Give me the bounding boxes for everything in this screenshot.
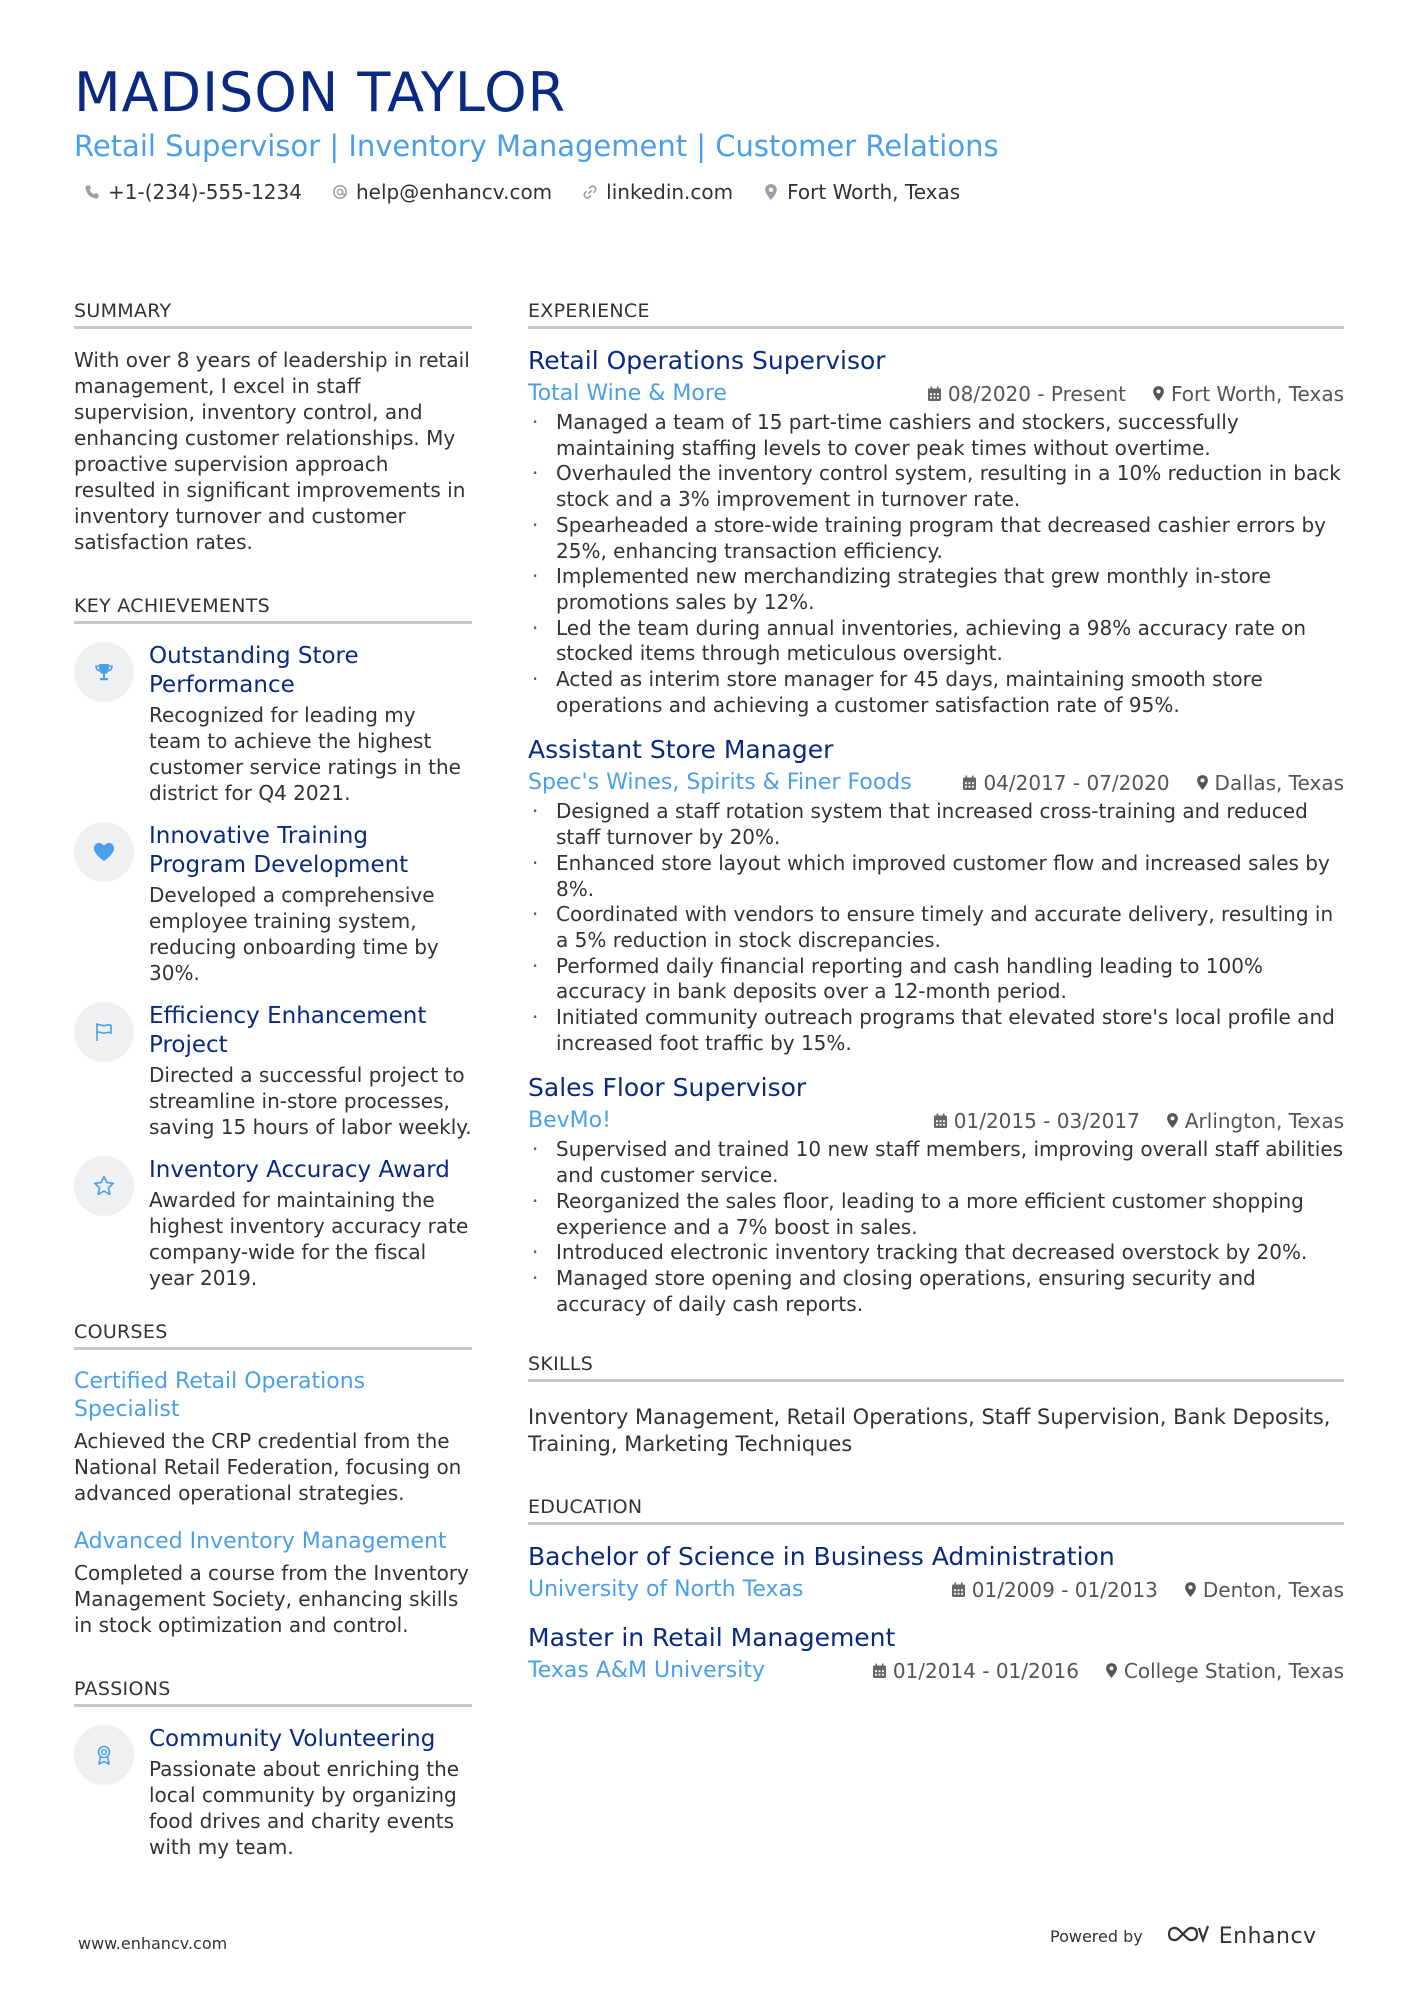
course-description: Achieved the CRP credential from the National Retail Federation, focusing on advanced operational strategies.: [74, 1429, 462, 1505]
job-bullets: [528, 1137, 1344, 1317]
job-title: Assistant Store Manager: [528, 735, 834, 765]
candidate-tagline: Retail Supervisor | Inventory Management | Customer Relations: [74, 129, 999, 164]
school-name: University of North Texas: [528, 1577, 804, 1603]
brand-name: Enhancv: [1218, 1923, 1317, 1949]
location-pin-icon: [1152, 385, 1165, 402]
passions-section: [74, 1678, 472, 1860]
course-description: Completed a course from the Inventory Management Society, enhancing skills in stock optimization and control.: [74, 1561, 469, 1637]
contact-location: [761, 180, 960, 204]
candidate-name: MADISON TAYLOR: [74, 61, 567, 124]
education-entry: [528, 1541, 1344, 1602]
location-pin-icon: [1166, 1112, 1179, 1129]
star-icon: [74, 1156, 134, 1216]
skills-section: [528, 1353, 1344, 1458]
job-location: Dallas, Texas: [1214, 770, 1344, 795]
at-icon: [330, 182, 350, 202]
education-dates: 01/2014 - 01/2016: [892, 1658, 1079, 1683]
location-pin-icon: [1196, 774, 1209, 791]
course-item: [74, 1528, 472, 1638]
experience-heading: EXPERIENCE: [528, 300, 1344, 329]
course-item: [74, 1368, 472, 1506]
achievement-title: Inventory Accuracy Award: [149, 1157, 450, 1183]
job-bullets: [528, 799, 1344, 1056]
phone-text[interactable]: +1-(234)-555-1234: [108, 179, 302, 204]
passion-item: [74, 1725, 472, 1860]
job-location: Fort Worth, Texas: [1170, 381, 1344, 406]
education-section: [528, 1496, 1344, 1683]
achievements-heading: KEY ACHIEVEMENTS: [74, 595, 472, 624]
achievements-section: [74, 595, 472, 1291]
job-entry: [528, 734, 1344, 1056]
heart-icon: [74, 822, 134, 882]
bullet-item: · Spearheaded a store-wide training program that decreased cashier errors by 25%, enhancing transaction efficiency.: [528, 513, 1344, 564]
bullet-item: · Initiated community outreach programs that elevated store's local profile and increased foot traffic by 15%.: [528, 1005, 1344, 1056]
degree-title: Bachelor of Science in Business Administration: [528, 1542, 1115, 1572]
bullet-item: · Led the team during annual inventories, achieving a 98% accuracy rate on stocked items through meticulous oversight.: [528, 616, 1344, 667]
bullet-item: · Performed daily financial reporting and cash handling leading to 100% accuracy in bank deposits over a 12-month period.: [528, 954, 1344, 1005]
location-text: Fort Worth, Texas: [787, 179, 961, 204]
company-name: Spec's Wines, Spirits & Finer Foods: [528, 770, 912, 796]
contact-phone: [82, 180, 302, 204]
achievement-description: Recognized for leading my team to achieve the highest customer service ratings in the district for Q4 2021.: [149, 703, 461, 805]
phone-icon: [82, 182, 102, 202]
course-title: Advanced Inventory Management: [74, 1529, 447, 1554]
bullet-item: · Introduced electronic inventory tracking that decreased overstock by 20%.: [528, 1240, 1344, 1266]
calendar-icon: [872, 1663, 887, 1679]
courses-section: [74, 1321, 472, 1638]
achievement-title: Outstanding Store Performance: [149, 643, 359, 698]
bullet-item: · Supervised and trained 10 new staff members, improving overall staff abilities and customer service.: [528, 1137, 1344, 1188]
bullet-item: · Managed store opening and closing operations, ensuring security and accuracy of daily cash reports.: [528, 1266, 1344, 1317]
bullet-item: · Acted as interim store manager for 45 days, maintaining smooth store operations and achieving a customer satisfaction rate of 95%.: [528, 667, 1344, 718]
job-entry: [528, 1072, 1344, 1317]
email-text[interactable]: help@enhancv.com: [355, 179, 553, 204]
flag-icon: [74, 1002, 134, 1062]
linkedin-text[interactable]: linkedin.com: [606, 179, 734, 204]
enhancv-logo-icon: [1165, 1922, 1211, 1950]
course-title: Certified Retail Operations Specialist: [74, 1369, 366, 1422]
summary-text: With over 8 years of leadership in retail management, I excel in staff supervision, inventory control, and enhancing customer relationships. My proactive supervision approach resulted in significant improvements in inventory turnover and customer satisfaction rates.: [74, 348, 470, 554]
experience-section: [528, 300, 1344, 1317]
job-title: Retail Operations Supervisor: [528, 346, 886, 375]
calendar-icon: [951, 1582, 966, 1598]
footer-branding: [1050, 1922, 1317, 1950]
contact-bar: [82, 180, 1344, 204]
bullet-item: · Implemented new merchandizing strategies that grew monthly in-store promotions sales by 12%.: [528, 564, 1344, 615]
skills-heading: SKILLS: [528, 1353, 1344, 1382]
achievement-description: Awarded for maintaining the highest inventory accuracy rate company-wide for the fiscal year 2019.: [149, 1188, 469, 1290]
degree-title: Master in Retail Management: [528, 1623, 896, 1653]
achievement-item: [74, 822, 472, 986]
left-column: [74, 300, 472, 1876]
education-dates: 01/2009 - 01/2013: [971, 1577, 1158, 1602]
achievement-item: [74, 1156, 472, 1291]
education-entry: [528, 1622, 1344, 1683]
job-entry: [528, 345, 1344, 718]
bullet-item: · Enhanced store layout which improved customer flow and increased sales by 8%.: [528, 851, 1344, 902]
achievement-title: Innovative Training Program Development: [149, 823, 409, 878]
achievement-description: Developed a comprehensive employee training system, reducing onboarding time by 30%.: [149, 883, 439, 985]
school-name: Texas A&M University: [528, 1658, 765, 1684]
job-dates: 08/2020 - Present: [947, 381, 1126, 406]
job-bullets: [528, 410, 1344, 718]
resume-page: [74, 61, 1344, 1859]
powered-by-label: Powered by: [1050, 1926, 1143, 1946]
location-pin-icon: [1184, 1581, 1197, 1598]
calendar-icon: [962, 775, 977, 791]
achievement-item: [74, 1002, 472, 1140]
bullet-item: · Overhauled the inventory control system, resulting in a 10% reduction in back stock and a 3% improvement in turnover rate.: [528, 461, 1344, 512]
trophy-icon: [74, 642, 134, 702]
summary-heading: SUMMARY: [74, 300, 472, 329]
achievement-item: [74, 642, 472, 806]
bullet-item: · Designed a staff rotation system that increased cross-training and reduced staff turnover by 20%.: [528, 799, 1344, 850]
bullet-item: · Reorganized the sales floor, leading to a more efficient customer shopping experience and a 7% boost in sales.: [528, 1189, 1344, 1240]
calendar-icon: [927, 386, 942, 402]
company-name: Total Wine & More: [528, 381, 727, 406]
right-column: [528, 300, 1344, 1683]
passion-description: Passionate about enriching the local community by organizing food drives and charity events with my team.: [149, 1757, 460, 1859]
passion-title: Community Volunteering: [149, 1726, 436, 1752]
location-pin-icon: [761, 182, 781, 202]
contact-linkedin: [580, 180, 733, 204]
job-title: Sales Floor Supervisor: [528, 1073, 807, 1103]
job-dates: 01/2015 - 03/2017: [953, 1108, 1140, 1133]
contact-email: [330, 180, 552, 204]
courses-heading: COURSES: [74, 1321, 472, 1350]
calendar-icon: [933, 1113, 948, 1129]
summary-section: [74, 300, 472, 555]
company-name: BevMo!: [528, 1108, 611, 1134]
job-dates: 04/2017 - 07/2020: [983, 770, 1170, 795]
job-location: Arlington, Texas: [1184, 1108, 1344, 1133]
achievement-title: Efficiency Enhancement Project: [149, 1003, 427, 1058]
award-icon: [74, 1725, 134, 1785]
bullet-item: · Managed a team of 15 part-time cashiers and stockers, successfully maintaining staffing levels to cover peak times without overtime.: [528, 410, 1344, 461]
link-icon: [580, 182, 600, 202]
education-heading: EDUCATION: [528, 1496, 1344, 1525]
skills-text: Inventory Management, Retail Operations, Staff Supervision, Bank Deposits, Training, Marketing Techniques: [528, 1405, 1331, 1457]
location-pin-icon: [1105, 1662, 1118, 1679]
footer-website[interactable]: www.enhancv.com: [78, 1934, 228, 1953]
bullet-item: · Coordinated with vendors to ensure timely and accurate delivery, resulting in a 5% reduction in stock discrepancies.: [528, 902, 1344, 953]
achievement-description: Directed a successful project to streamline in-store processes, saving 15 hours of labor weekly.: [149, 1063, 472, 1139]
passions-heading: PASSIONS: [74, 1678, 472, 1707]
education-location: Denton, Texas: [1202, 1577, 1344, 1602]
education-location: College Station, Texas: [1123, 1658, 1344, 1683]
